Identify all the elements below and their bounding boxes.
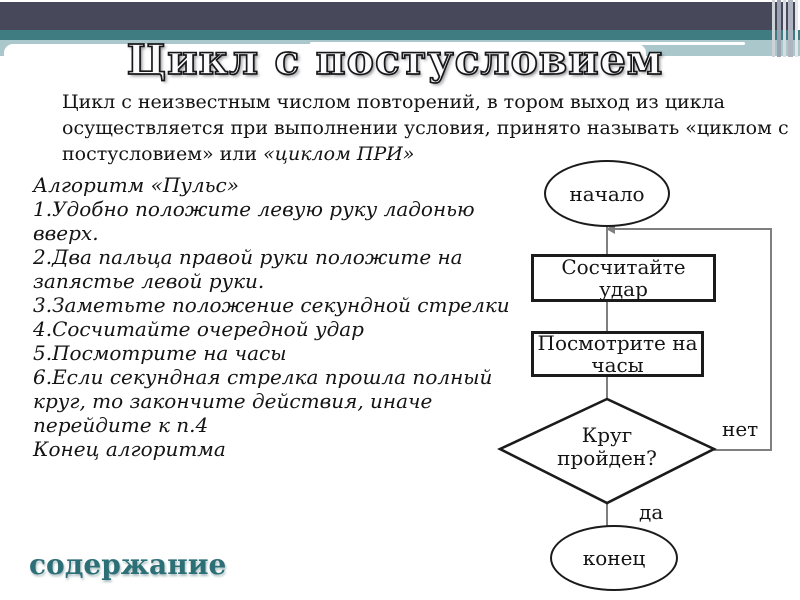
yes-branch-label: да: [639, 500, 664, 524]
no-branch-label: нет: [722, 417, 759, 441]
flowchart-process-look-at-clock: [531, 331, 704, 377]
algorithm-line: 6.Если секундная стрелка прошла полный: [33, 365, 493, 389]
flowchart-start-terminator: [544, 160, 670, 227]
slide-title: Цикл с постусловием: [126, 36, 664, 84]
intro-line: Цикл с неизвестным числом повторений, в тором выход из цикла: [62, 91, 725, 113]
algorithm-line: 2.Два пальца правой руки положите на: [33, 245, 463, 269]
step2-label-line2: часы: [591, 353, 644, 377]
connector-step1-to-step2: [606, 300, 608, 331]
step2-label-line1: Посмотрите на: [537, 331, 698, 355]
algorithm-line: 4.Сосчитайте очередной удар: [33, 317, 364, 341]
start-label: начало: [569, 181, 645, 206]
step1-label: Сосчитайте удар: [561, 255, 686, 301]
intro-line: осуществляется при выполнении условия, принято называть «циклом с: [62, 117, 789, 139]
algorithm-line: круг, то закончите действия, иначе: [33, 389, 433, 413]
end-label: конец: [582, 546, 646, 570]
algorithm-line: 1.Удобно положите левую руку ладонью: [33, 197, 475, 221]
algorithm-line: Конец алгоритма: [33, 437, 226, 461]
decision-label-line1: Круг: [581, 423, 633, 447]
connector-loopback-top: [610, 228, 772, 230]
algorithm-text-block: [33, 173, 508, 461]
header-dark-band: [0, 2, 797, 30]
algorithm-line: запястье левой руки.: [33, 269, 265, 293]
decision-label: [497, 424, 717, 470]
algorithm-line: 5.Посмотрите на часы: [33, 341, 287, 365]
algorithm-line: Алгоритм «Пульс»: [33, 173, 239, 197]
flowchart-end-terminator: [550, 525, 678, 591]
corner-stripe: [795, 0, 798, 57]
connector-loopback-right: [770, 228, 772, 451]
contents-link[interactable]: содержание: [29, 548, 227, 581]
algorithm-line: перейдите к п.4: [33, 413, 209, 437]
intro-paragraph: [62, 89, 789, 167]
algorithm-line: 3.Заметьте положение секундной стрелки: [33, 293, 510, 317]
flowchart-process-count-beat: [531, 254, 716, 302]
connector-decision-to-end: [606, 503, 608, 526]
intro-line: постусловием» или «циклом ПРИ»: [62, 143, 415, 165]
algorithm-line: вверх.: [33, 221, 99, 245]
connector-no-branch: [714, 449, 772, 451]
decision-label-line2: пройден?: [557, 446, 657, 470]
intro-line-italic-part: «циклом ПРИ»: [263, 143, 415, 165]
